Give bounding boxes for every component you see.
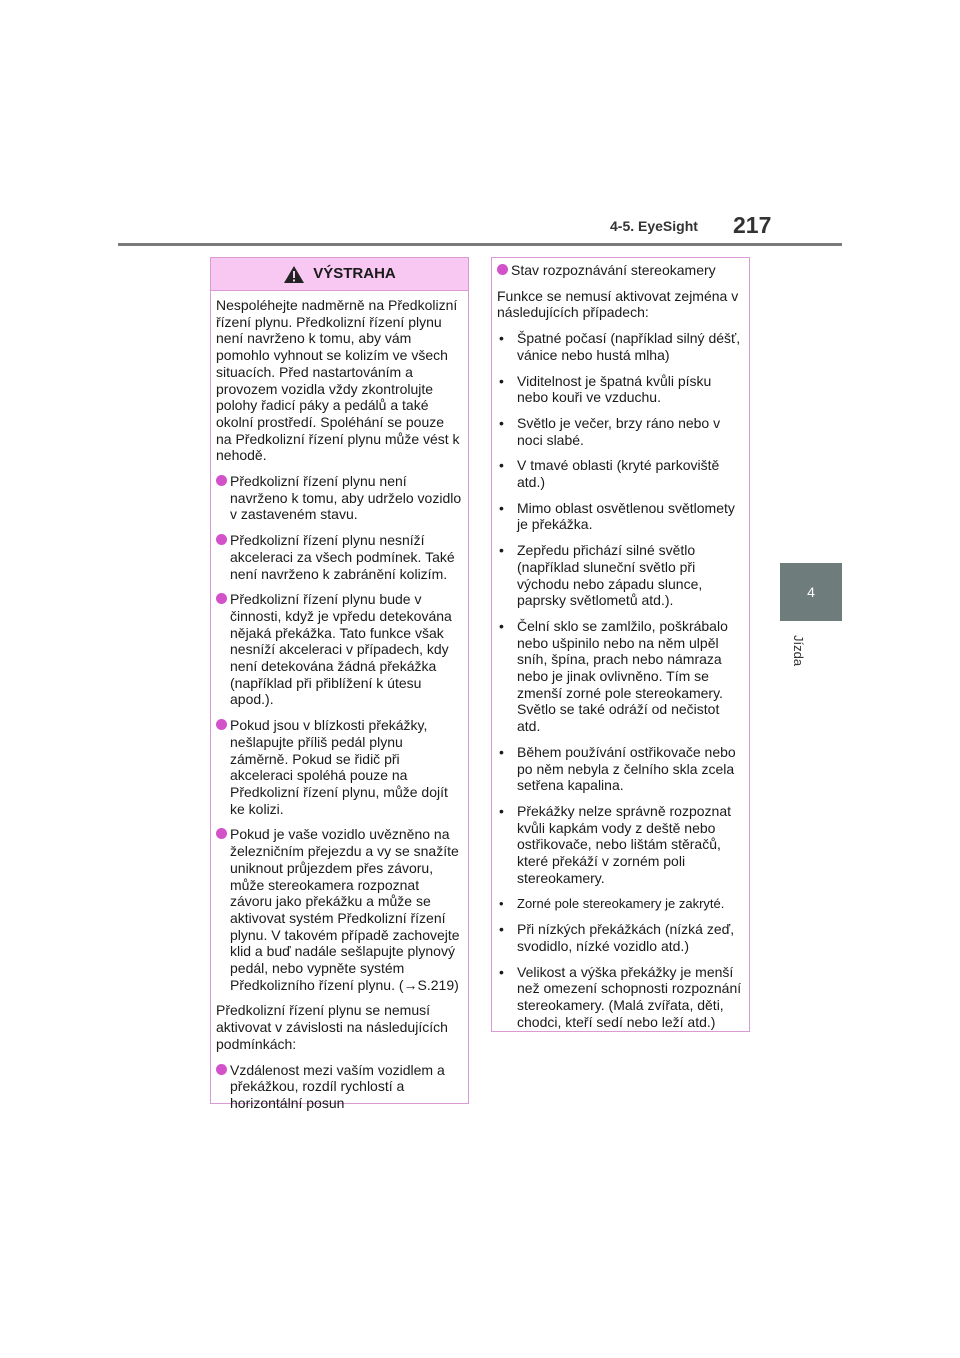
list-item: • Viditelnost je špatná kvůli písku nebo kouři ve vzduchu. xyxy=(499,372,712,406)
bullet-dot-icon xyxy=(216,534,227,545)
list-item: • Mimo oblast osvětlenou světlomety je překážka. xyxy=(499,499,735,533)
list-item: • Překážky nelze správně rozpoznat kvůli kapkám vody z deště nebo ostřikovače, nebo lištám stěračů, které překáží v zorném poli stereokamery. xyxy=(499,802,731,886)
list-item: • Špatné počasí (například silný déšť, vánice nebo hustá mlha) xyxy=(499,330,741,363)
bullet-dot-icon xyxy=(216,828,227,839)
conditions-intro: Předkolizní řízení plynu se nemusí aktivovat v závislosti na následujících podmínkách: xyxy=(216,1002,448,1052)
warning-bullet: Pokud je vaše vozidlo uvězněno na železničním přejezdu a vy se snažíte uniknout průjezdem přes závoru, může stereokamera rozpoznat závoru jako překážku a může se aktivovat systém Předkolizní řízení plynu. V takovém případě zachovejte klid a buď nadále sešlapujte plynový pedál, nebo vypněte systém Předkolizního řízení plynu. (→S.219) xyxy=(216,826,463,993)
section-title: 4-5. EyeSight xyxy=(610,218,698,234)
list-item: • Čelní sklo se zamlžilo, poškrábalo nebo ušpinilo nebo na něm ulpěl sníh, špína, prach nebo námraza nebo je jinak ovlivněno. Tím se zmenší zorné pole stereokamery. Světlo se také odráží od nečistot atd. xyxy=(499,617,728,735)
condition-bullet: Vzdálenost mezi vaším vozidlem a překážkou, rozdíl rychlostí a horizontální posun xyxy=(216,1062,463,1112)
list-item: • Zepředu přichází silné světlo (například sluneční světlo při východu nebo západu slunce, paprsky světlometů atd.). xyxy=(499,542,703,609)
list-item: • Světlo je večer, brzy ráno nebo v noci slabé. xyxy=(499,414,721,448)
list-item: • Zorné pole stereokamery je zakryté. xyxy=(499,895,725,911)
bullet-dot-icon xyxy=(216,475,227,486)
warning-bullet: Předkolizní řízení plynu není navrženo k tomu, aby udrželo vozidlo v zastaveném stavu. xyxy=(216,473,463,523)
warning-content xyxy=(211,291,468,1129)
camera-bullet: Stav rozpoznávání stereokamery xyxy=(497,262,744,279)
continuation-box xyxy=(491,257,750,1032)
bullet-dot-icon xyxy=(216,1064,227,1075)
warning-triangle-icon xyxy=(283,265,305,284)
cases-intro: Funkce se nemusí aktivovat zejména v následujících případech: xyxy=(497,287,739,321)
header-rule xyxy=(118,243,842,246)
bullet-dot-icon xyxy=(216,593,227,604)
continuation-content xyxy=(492,258,749,1047)
warning-bullet: Předkolizní řízení plynu nesníží akceleraci za všech podmínek. Také není navrženo k zabránění kolizím. xyxy=(216,532,463,582)
chapter-tab: 4 xyxy=(780,563,842,621)
warning-box xyxy=(210,257,469,1111)
warning-bullet: Pokud jsou v blízkosti překážky, nešlapujte příliš pedál plynu záměrně. Pokud se řidič při akceleraci spoléhá pouze na Předkolizní řízení plynu, může dojít ke kolizi. xyxy=(216,717,463,817)
warning-header xyxy=(211,258,468,291)
list-item: • Při nízkých překážkách (nízká zeď, svodidlo, nízké vozidlo atd.) xyxy=(499,921,735,954)
bullet-dot-icon xyxy=(497,264,508,275)
warning-bullet: Předkolizní řízení plynu bude v činnosti, když je vpředu detekována nějaká překážka. Tato funkce však nesníží akceleraci v případech, kdy není detekována žádná překážka (například při přiblížení k útesu apod.). xyxy=(216,591,463,708)
list-item: • Velikost a výška překážky je menší než omezení schopnosti rozpoznání stereokamery. (Malá zvířata, děti, chodci, kteří sedí nebo leží atd.) xyxy=(499,963,742,1030)
warning-title: VÝSTRAHA xyxy=(313,264,396,282)
list-item: • V tmavé oblasti (kryté parkoviště atd.) xyxy=(499,457,720,491)
bullet-dot-icon xyxy=(216,719,227,730)
page-number: 217 xyxy=(733,212,772,238)
warning-intro: Nespoléhejte nadměrně na Předkolizní řízení plynu. Předkolizní řízení plynu není navrženo k tomu, aby vám pomohlo vyhnout se kolizím ve všech situacích. Před nastartováním a provozem vozidla vždy zkontrolujte polohy řadicí páky a pedálů a také okolní prostředí. Spoléhání se pouze na Předkolizní řízení plynu může vést k nehodě. xyxy=(216,297,460,464)
chapter-label: Jízda xyxy=(791,635,806,667)
list-item: • Během používání ostřikovače nebo po něm nebyla z čelního skla zcela setřena kapalina. xyxy=(499,743,736,794)
